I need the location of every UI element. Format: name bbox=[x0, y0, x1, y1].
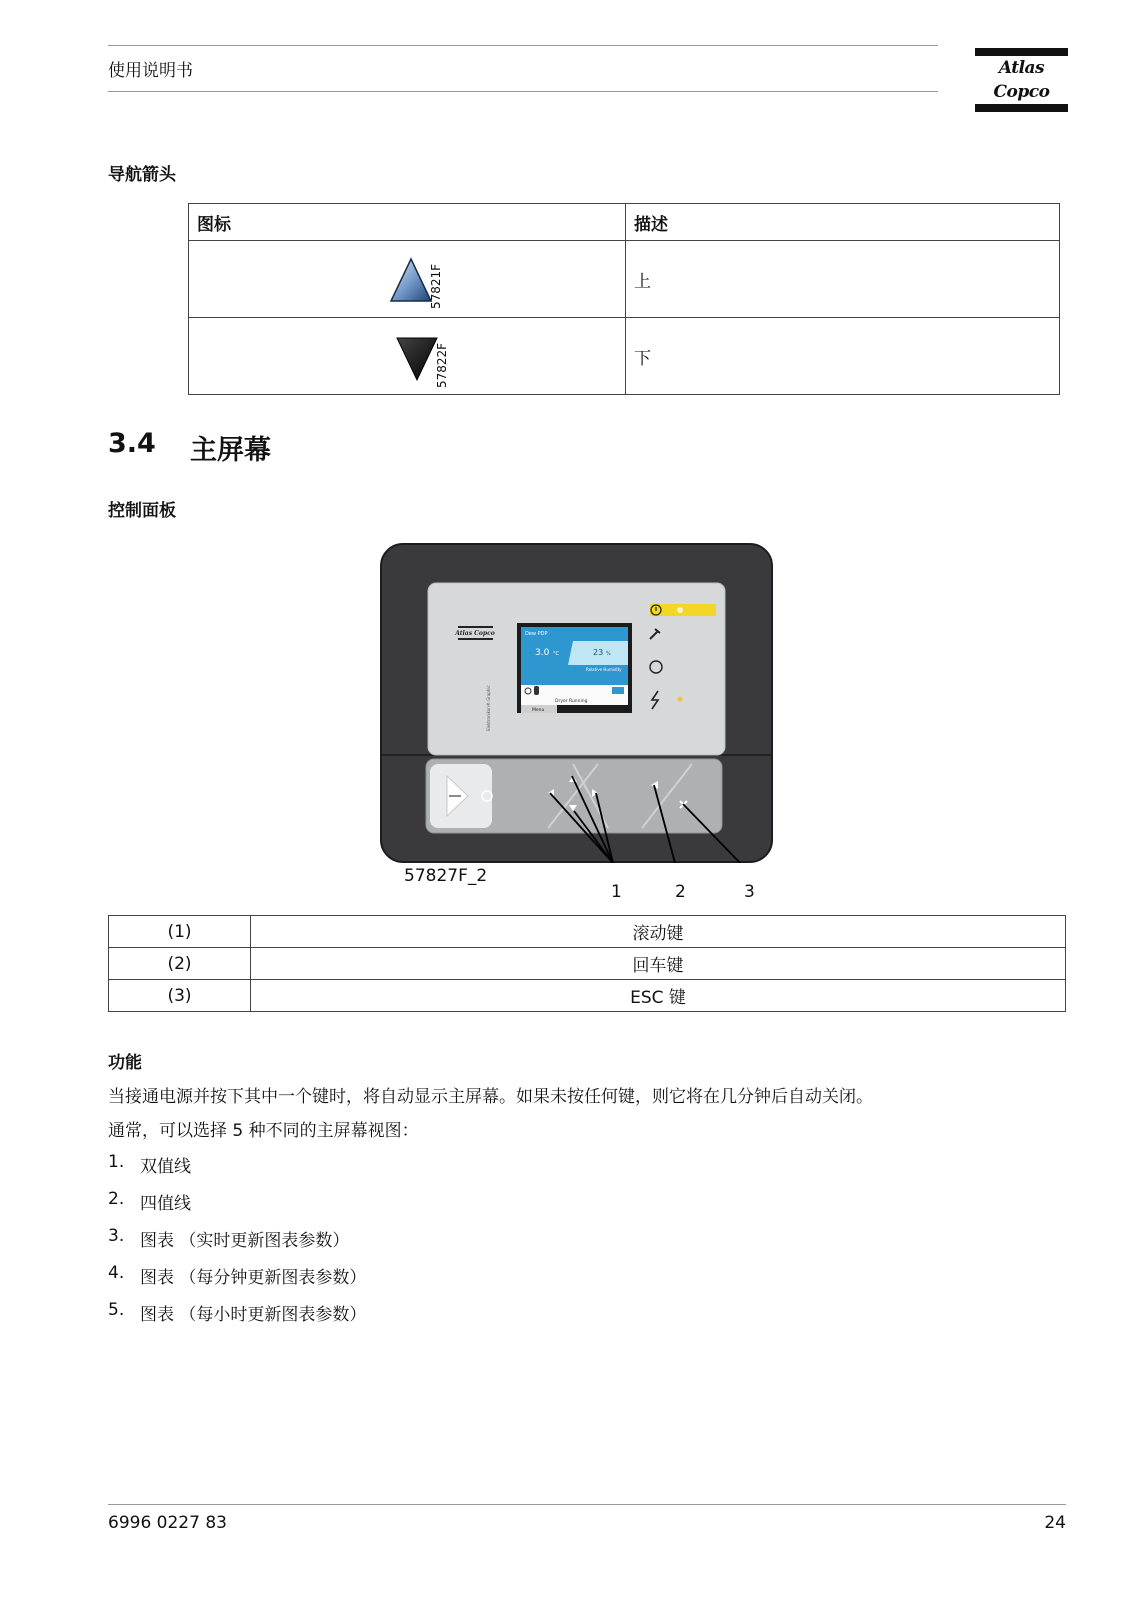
list-item: 图表 （每分钟更新图表参数） bbox=[140, 1268, 367, 1288]
svg-text:3.0: 3.0 bbox=[535, 648, 550, 658]
list-item-number: 1. bbox=[108, 1152, 125, 1172]
list-item-number: 5. bbox=[108, 1300, 125, 1320]
svg-text:Dew PDP: Dew PDP bbox=[525, 631, 548, 637]
arrow-up-icon bbox=[389, 249, 489, 309]
page-number: 24 bbox=[1044, 1513, 1066, 1533]
svg-text:23: 23 bbox=[593, 648, 604, 657]
key-label: ESC 键 bbox=[251, 980, 1066, 1012]
callout-1: 1 bbox=[611, 882, 622, 902]
list-item: 四值线 bbox=[140, 1194, 191, 1214]
document-number: 6996 0227 83 bbox=[108, 1513, 227, 1533]
function-paragraph-1: 当接通电源并按下其中一个键时，将自动显示主屏幕。如果未按任何键，则它将在几分钟后自动关闭。 bbox=[108, 1087, 873, 1107]
table-row bbox=[109, 916, 1066, 948]
icon-code: 57822F bbox=[435, 342, 449, 388]
header-rule-top bbox=[108, 45, 938, 46]
list-item: 双值线 bbox=[140, 1157, 191, 1177]
key-number: (1) bbox=[109, 916, 251, 948]
arrow-down-icon bbox=[389, 326, 489, 386]
key-number: (3) bbox=[109, 980, 251, 1012]
keys-table bbox=[108, 915, 1066, 1012]
nav-arrows-table bbox=[188, 203, 1060, 395]
key-number: (2) bbox=[109, 948, 251, 980]
key-label: 滚动键 bbox=[251, 916, 1066, 948]
svg-text:Atlas Copco: Atlas Copco bbox=[455, 630, 495, 637]
list-item: 图表 （实时更新图表参数） bbox=[140, 1231, 350, 1251]
atlas-copco-logo: Atlas Copco bbox=[975, 48, 1068, 112]
document-title: 使用说明书 bbox=[108, 61, 193, 81]
table-row bbox=[109, 948, 1066, 980]
svg-text:°C: °C bbox=[553, 651, 559, 657]
callout-2: 2 bbox=[675, 882, 686, 902]
function-heading: 功能 bbox=[108, 1053, 142, 1073]
callout-3: 3 bbox=[744, 882, 755, 902]
function-paragraph-2: 通常，可以选择 5 种不同的主屏幕视图： bbox=[108, 1121, 419, 1141]
figure-label: 57827F_2 bbox=[404, 866, 488, 886]
table-row bbox=[109, 980, 1066, 1012]
svg-text:Elektronikon® Graphic: Elektronikon® Graphic bbox=[486, 685, 491, 731]
table-row bbox=[189, 318, 1060, 395]
nav-arrows-heading: 导航箭头 bbox=[108, 165, 176, 185]
section-number: 3.4 bbox=[108, 428, 156, 459]
header-rule-bottom bbox=[108, 91, 938, 92]
list-item-number: 4. bbox=[108, 1263, 125, 1283]
control-panel-heading: 控制面板 bbox=[108, 501, 176, 521]
list-item-number: 3. bbox=[108, 1226, 125, 1246]
svg-text:Dryer Running: Dryer Running bbox=[555, 699, 588, 704]
description-up: 上 bbox=[626, 241, 1060, 318]
icon-code: 57821F bbox=[429, 263, 443, 309]
table-header-icon: 图标 bbox=[189, 204, 626, 241]
section-title: 主屏幕 bbox=[190, 435, 271, 466]
table-row bbox=[189, 241, 1060, 318]
svg-text:Relative Humidity: Relative Humidity bbox=[586, 667, 622, 672]
list-item: 图表 （每小时更新图表参数） bbox=[140, 1305, 367, 1325]
control-panel-figure bbox=[380, 543, 773, 863]
list-item-number: 2. bbox=[108, 1189, 125, 1209]
table-header-description: 描述 bbox=[626, 204, 1060, 241]
footer-rule bbox=[108, 1504, 1066, 1505]
description-down: 下 bbox=[626, 318, 1060, 395]
svg-text:Menu: Menu bbox=[532, 708, 545, 713]
key-label: 回车键 bbox=[251, 948, 1066, 980]
svg-text:%: % bbox=[606, 651, 611, 657]
